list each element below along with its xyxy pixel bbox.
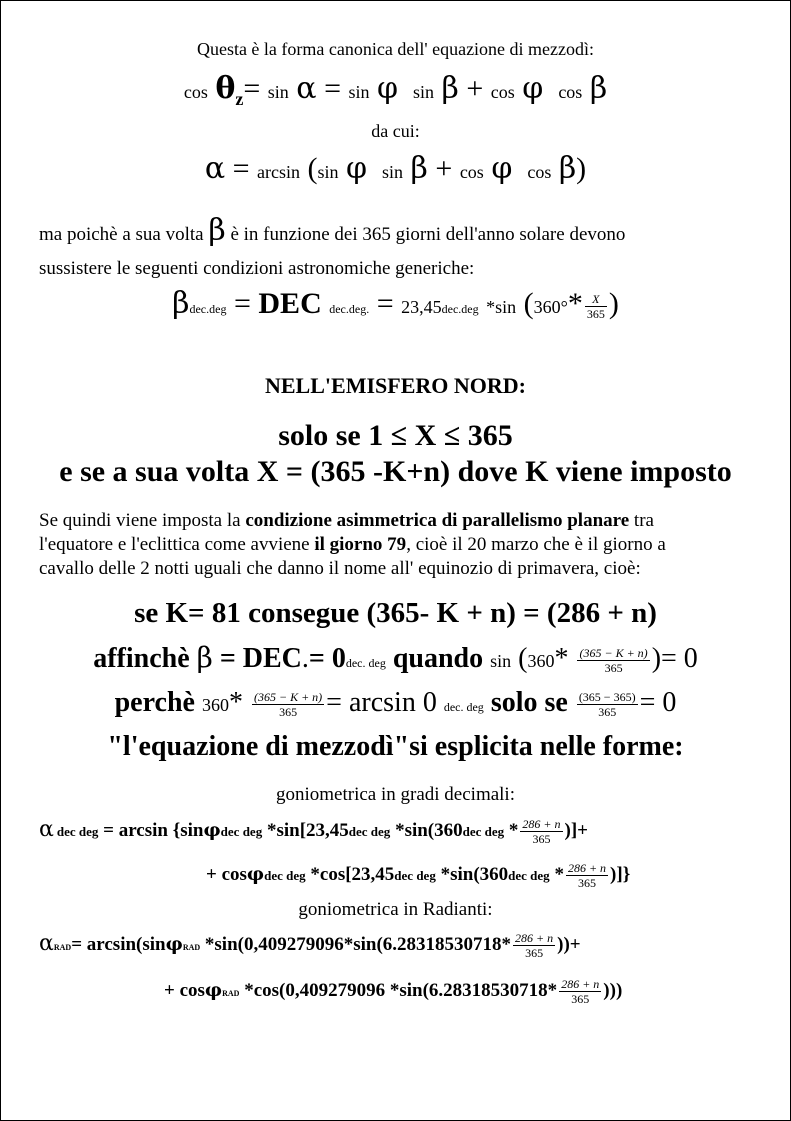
fraction-365-365: $\frac{(365 - 365)}{365}$: [578, 690, 636, 720]
subheading-gradi-decimali: goniometrica in gradi decimali:: [275, 784, 515, 805]
fraction-365-k-n: $\frac{(365 - K + n)}{365}$: [579, 646, 648, 676]
fraction-286-n-d: $\frac{286 + n}{365}$: [561, 977, 600, 1006]
fraction-286-n-b: $\frac{286 + n}{365}$: [567, 861, 607, 890]
equation-declination: βdec.deg = DEC dec.deg. = 23,45dec.deg *sin (360°* $\frac{X}{365}$ ): [172, 286, 619, 321]
paragraph-beta-line2: sussistere le seguenti condizioni astronomiche generiche:: [39, 258, 475, 279]
formula-decimal-line2: + cosφdec deg *cos[23,45dec deg *sin(360dec deg * $\frac{286 + n}{365}$ )]}: [206, 861, 631, 890]
paragraph-condition-line3: cavallo delle 2 notti uguali che danno il nome all' equinozio di primavera, cioè:: [39, 558, 641, 579]
paragraph-condition-line1: Se quindi viene imposta la condizione asimmetrica di parallelismo planare tra: [39, 510, 654, 531]
subheading-radianti: goniometrica in Radianti:: [298, 899, 493, 920]
condition-k: e se a sua volta X = (365 -K+n) dove K viene imposto: [59, 455, 732, 488]
equation-affinche: affinchè β = DEC.= 0dec. deg quando sin (360* $\frac{(365 - K + n)}{365}$ )= 0: [93, 641, 698, 676]
formula-radian-line2: + cosφRAD *cos(0,409279096 *sin(6.28318530718* $\frac{286 + n}{365}$ ))): [164, 977, 623, 1006]
equation-alpha: α = arcsin (sin φ sin β + cos φ cos β): [204, 151, 587, 186]
equation-perche: perchè 360* $\frac{(365 - K + n)}{365}$ = arcsin 0 dec. deg solo se $\frac{(365 - 365)}{365}$ = 0: [114, 687, 677, 720]
fraction-365-k-n-2: $\frac{(365 - K + n)}{365}$: [253, 690, 323, 720]
heading-emisfero-nord: NELL'EMISFERO NORD:: [265, 373, 526, 398]
condition-range: solo se 1 ≤ X ≤ 365: [278, 419, 513, 452]
da-cui-text: da cui:: [371, 121, 420, 141]
formula-radian-line1: αRAD= arcsin(sinφRAD *sin(0,409279096*sin(6.28318530718* $\frac{286 + n}{365}$ ))+: [39, 931, 581, 961]
equation-forms-heading: "l'equazione di mezzodì"si esplicita nelle forme:: [107, 731, 684, 762]
intro-text: Questa è la forma canonica dell' equazione di mezzodì:: [196, 39, 595, 59]
paragraph-condition-line2: l'equatore e l'eclittica come avviene il giorno 79, cioè il 20 marzo che è il giorno a: [39, 534, 666, 555]
equation-canonical: $\cos \theta_z= \sin \alpha = \sin \varphi$ sin β + cos φ cos β: [183, 71, 608, 109]
formula-decimal-line1: α dec deg = arcsin {sinφdec deg *sin[23,45dec deg *sin(360dec deg * $\frac{286 + n}{365}$ )]+: [39, 817, 589, 847]
fraction-286-n-a: $\frac{286 + n}{365}$: [522, 817, 561, 847]
paragraph-beta-line1: ma poichè a sua volta β è in funzione dei 365 giorni dell'anno solare devono: [39, 213, 626, 248]
fraction-x-365: $\frac{X}{365}$: [586, 291, 605, 321]
equation-k81: se K= 81 consegue (365- K + n) = (286 + n): [134, 597, 657, 629]
fraction-286-n-c: $\frac{286 + n}{365}$: [515, 931, 554, 961]
